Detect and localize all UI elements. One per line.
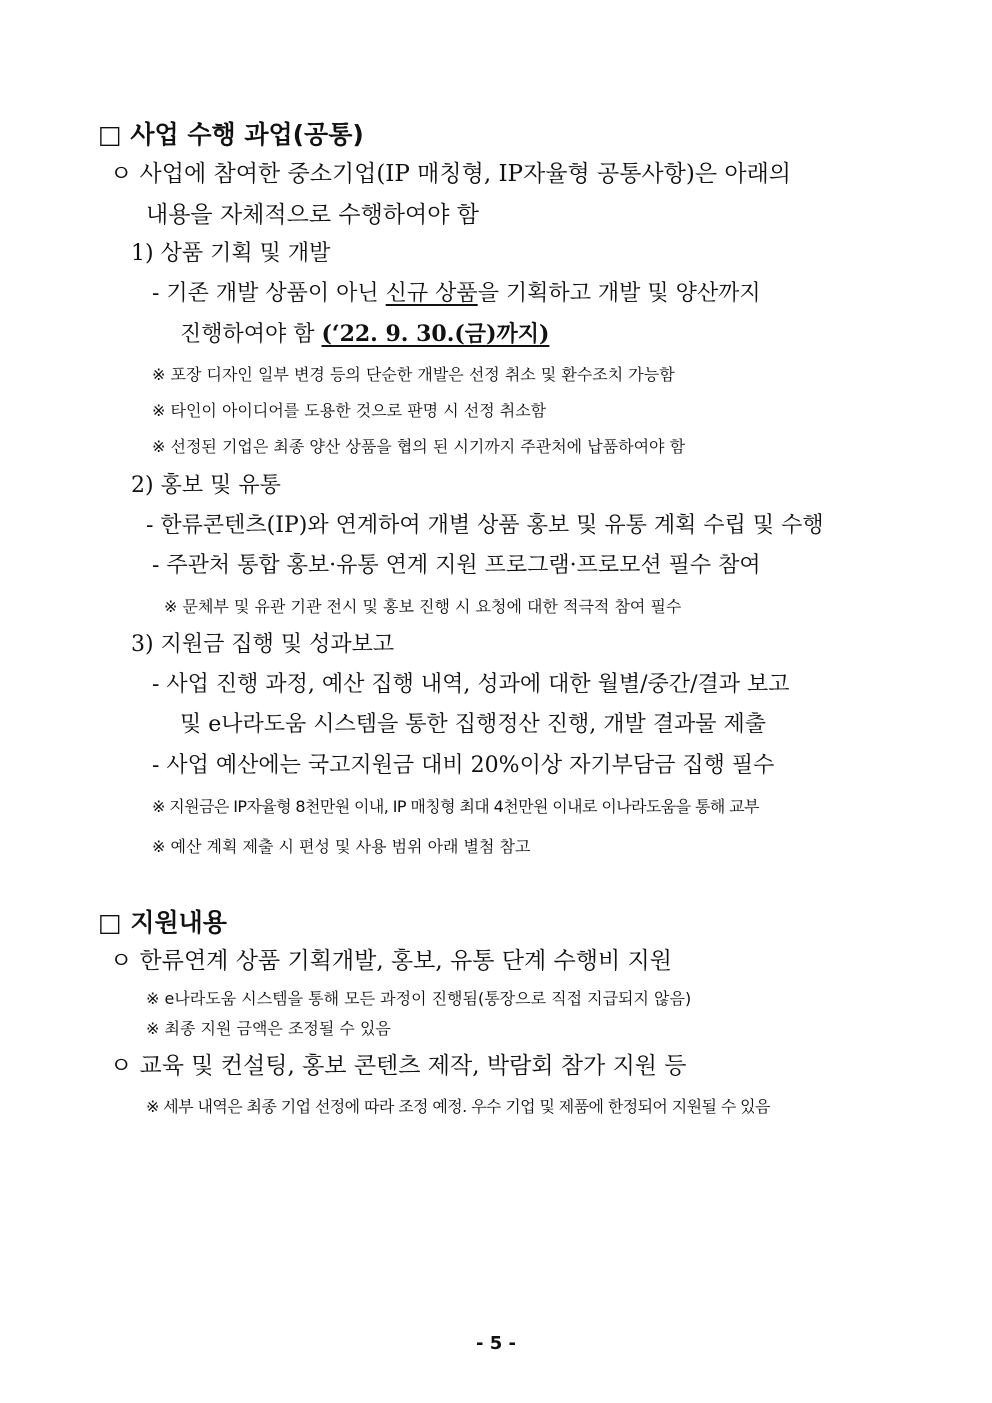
item1-note-3: ※ 선정된 기업은 최종 양산 상품을 협의 된 시기까지 주관처에 납품하여야 함 [152, 437, 686, 456]
item2-dash1: - 한류콘텐츠(IP)와 연계하여 개별 상품 홍보 및 유통 계획 수립 및 수행 [146, 513, 824, 538]
item3-note-2: ※ 예산 계획 제출 시 편성 및 사용 범위 아래 별첨 참고 [152, 837, 531, 856]
item1-dash-line1-post: 을 기획하고 개발 및 양산까지 [477, 281, 761, 306]
item3-dash1-line2: 및 e나라도움 시스템을 통한 집행정산 진행, 개발 결과물 제출 [180, 712, 767, 737]
section-heading-support: □ 지원내용 [98, 908, 227, 937]
item1-new-product-underline: 신규 상품 [385, 281, 478, 306]
support-bullet2-note: ※ 세부 내역은 최종 기업 선정에 따라 조정 예정. 우수 기업 및 제품에 한정되어 지원될 수 있음 [146, 1097, 770, 1116]
item1-dash-line2 [180, 317, 549, 348]
support-bullet1: ㅇ 한류연계 상품 기획개발, 홍보, 유통 단계 수행비 지원 [110, 948, 672, 974]
support-bullet1-note2: ※ 최종 지원 금액은 조정될 수 있음 [146, 1019, 391, 1038]
item3-note-1: ※ 지원금은 IP자율형 8천만원 이내, IP 매칭형 최대 4천만원 이내로 이나라도움을 통해 교부 [152, 797, 759, 816]
item1-note-1: ※ 포장 디자인 일부 변경 등의 단순한 개발은 선정 취소 및 환수조치 가능함 [152, 365, 675, 384]
item2-dash2: - 주관처 통합 홍보·유통 연계 지원 프로그램·프로모션 필수 참여 [152, 553, 761, 578]
item1-dash-line2-pre: 진행하여야 함 [180, 322, 322, 347]
page-number: - 5 - [476, 1333, 516, 1354]
item2-note: ※ 문체부 및 유관 기관 전시 및 홍보 진행 시 요청에 대한 적극적 참여 필수 [164, 597, 682, 616]
item2-title: 2) 홍보 및 유통 [131, 473, 281, 498]
intro-bullet-line2: 내용을 자체적으로 수행하여야 함 [146, 202, 479, 228]
item1-title: 1) 상품 기획 및 개발 [131, 241, 331, 266]
item1-dash-line1 [152, 276, 761, 307]
item1-deadline-underline: (‘22. 9. 30.(금)까지) [321, 321, 550, 347]
item3-dash1-line1: - 사업 진행 과정, 예산 집행 내역, 성과에 대한 월별/중간/결과 보고 [152, 672, 790, 697]
item3-dash2: - 사업 예산에는 국고지원금 대비 20%이상 자기부담금 집행 필수 [152, 753, 775, 778]
support-bullet1-note1: ※ e나라도움 시스템을 통해 모든 과정이 진행됨(통장으로 직접 지급되지 않음) [146, 989, 692, 1008]
section-heading-tasks: □ 사업 수행 과업(공통) [98, 120, 364, 149]
intro-bullet-line1: ㅇ 사업에 참여한 중소기업(IP 매칭형, IP자율형 공통사항)은 아래의 [110, 161, 792, 187]
item1-note-2: ※ 타인이 아이디어를 도용한 것으로 판명 시 선정 취소함 [152, 401, 547, 420]
item3-title: 3) 지원금 집행 및 성과보고 [131, 632, 395, 657]
item1-dash-line1-pre: - 기존 개발 상품이 아닌 [152, 281, 386, 306]
support-bullet2: ㅇ 교육 및 컨설팅, 홍보 콘텐츠 제작, 박람회 참가 지원 등 [110, 1053, 687, 1079]
